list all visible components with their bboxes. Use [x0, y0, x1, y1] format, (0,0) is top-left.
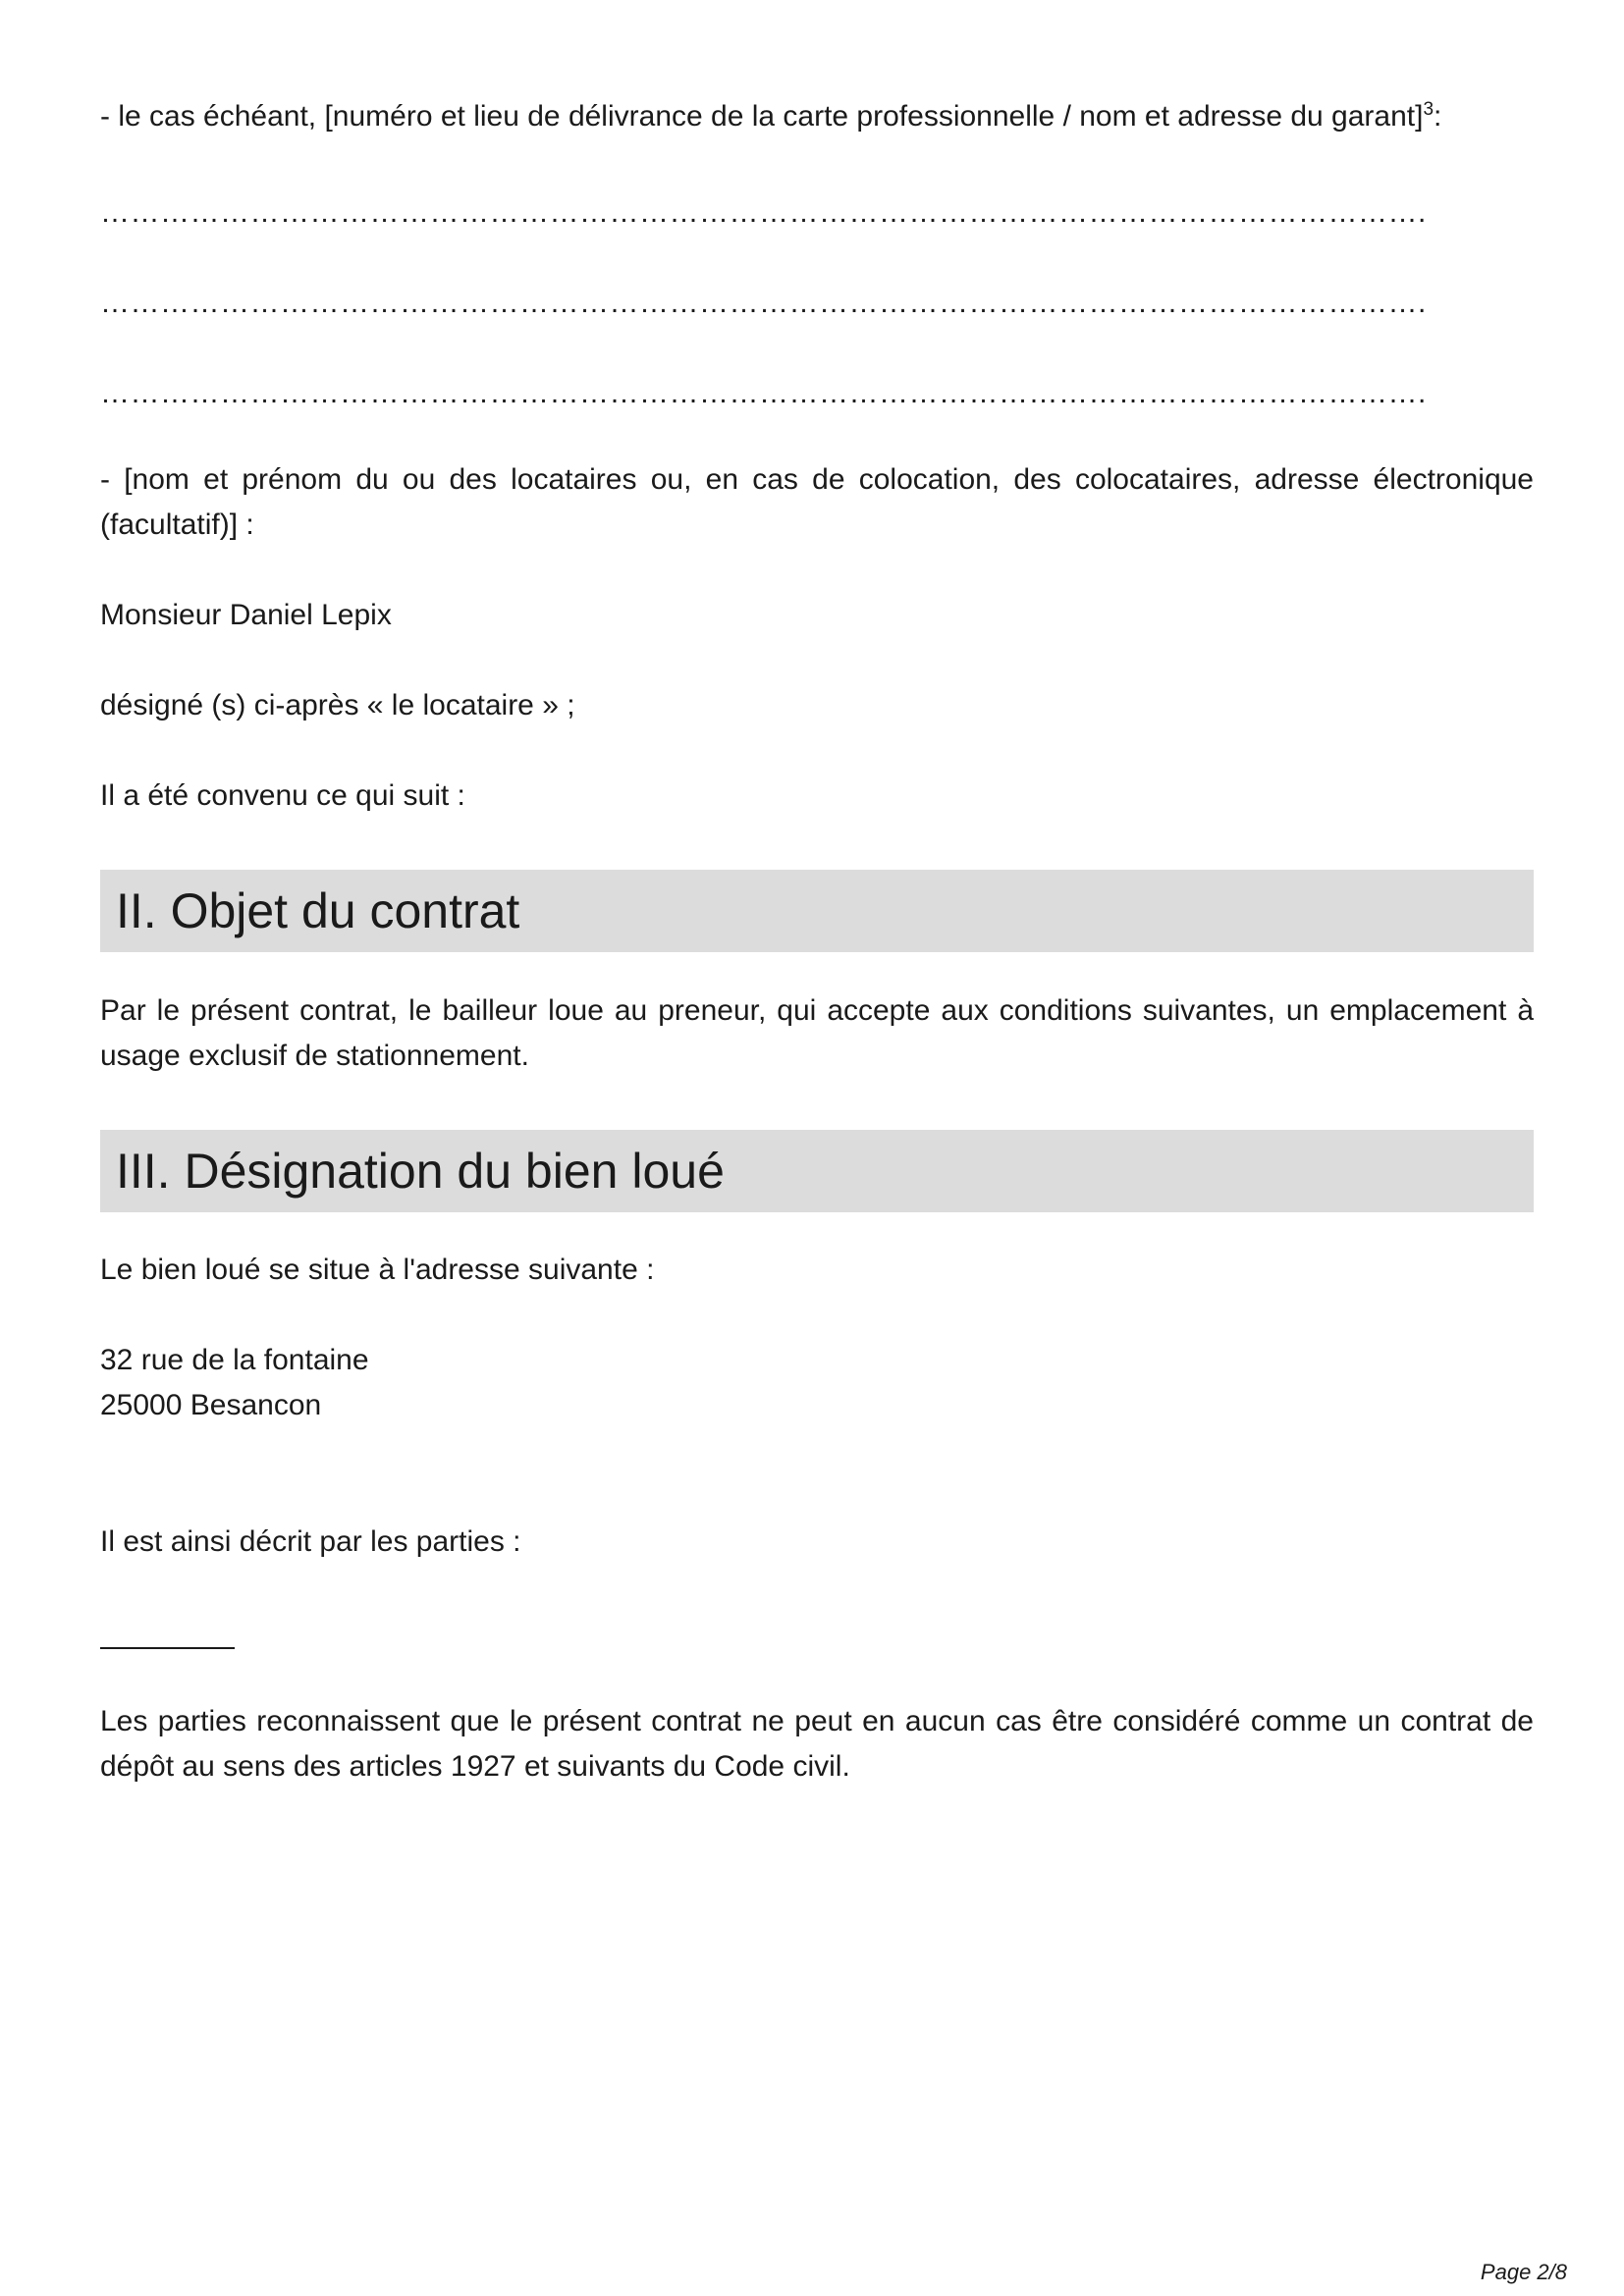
address-line-2: 25000 Besancon — [100, 1389, 322, 1421]
section-title-objet: II. Objet du contrat — [116, 883, 520, 938]
fill-line-3: ……………………………………………………………………………………………………………………. — [100, 377, 1427, 409]
description-intro: Il est ainsi décrit par les parties : — [100, 1525, 521, 1558]
objet-text: Par le présent contrat, le bailleur loue au preneur, qui accepte aux conditions suivantes, un emplacement à usage exclusif de stationnement. — [100, 994, 1534, 1072]
address-line-1: 32 rue de la fontaine — [100, 1344, 369, 1376]
disclaimer-text: Les parties reconnaissent que le présent contrat ne peut en aucun cas être considéré comme un contrat de dépôt au sens des articles 1927 et suivants du Code civil. — [100, 1705, 1534, 1783]
section-header-designation — [100, 1130, 1534, 1212]
tenant-designation: désigné (s) ci-après « le locataire » ; — [100, 689, 575, 721]
page-number: Page 2/8 — [1480, 2260, 1567, 2284]
tenant-name: Monsieur Daniel Lepix — [100, 599, 392, 631]
fill-line-1: ……………………………………………………………………………………………………………………. — [100, 196, 1427, 229]
description-blank-line — [100, 1647, 235, 1649]
agreement-text: Il a été convenu ce qui suit : — [100, 779, 465, 812]
footnote-ref: 3 — [1423, 99, 1435, 120]
guarantor-label: - le cas échéant, [numéro et lieu de délivrance de la carte professionnelle / nom et adresse du garant]$^3$: — [100, 99, 1442, 133]
section-title-designation: III. Désignation du bien loué — [116, 1144, 725, 1199]
tenants-label: - [nom et prénom du ou des locataires ou, en cas de colocation, des colocataires, adresse électronique (facultatif)] : — [100, 463, 1534, 541]
address-intro: Le bien loué se situe à l'adresse suivante : — [100, 1254, 655, 1286]
fill-line-2: ……………………………………………………………………………………………………………………. — [100, 287, 1427, 319]
section-header-objet — [100, 870, 1534, 952]
